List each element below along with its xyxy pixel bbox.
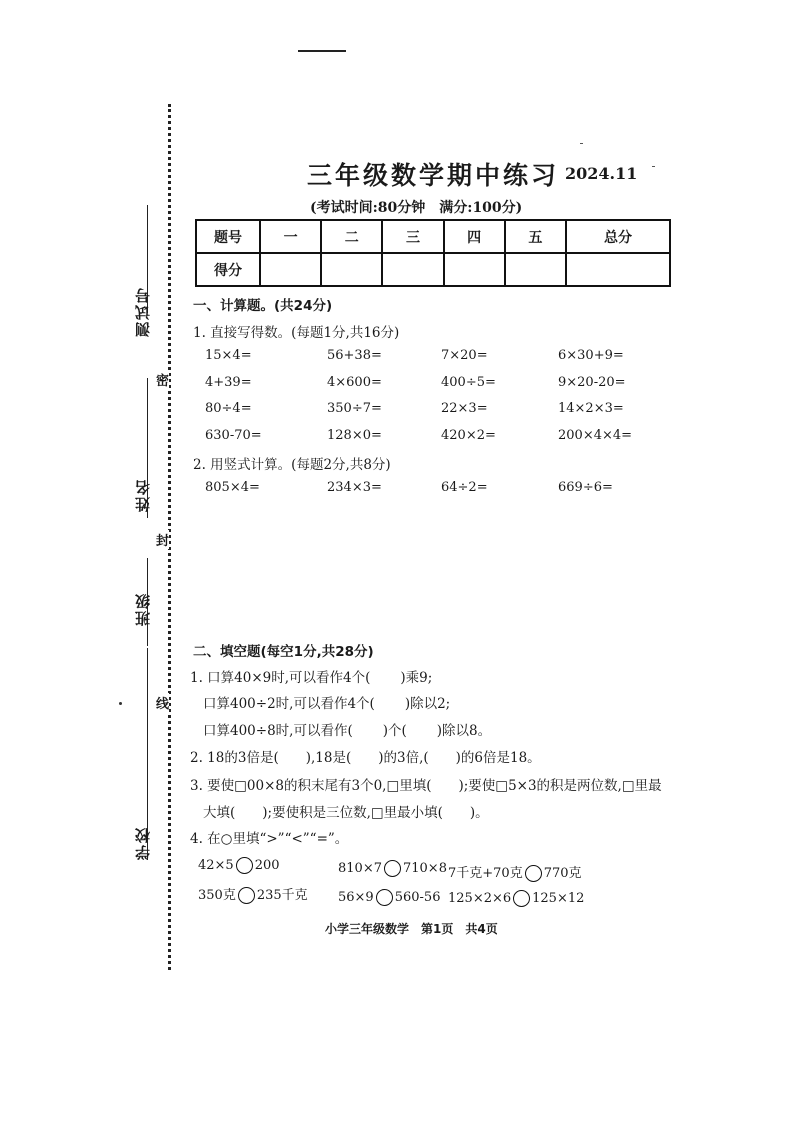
section2-heading: 二、填空题(每空1分,共28分): [193, 644, 374, 660]
score-cell[interactable]: [444, 253, 505, 286]
scan-speck: [119, 702, 122, 705]
score-table-col: 五: [505, 220, 566, 253]
vertical-calc-item: 805×4=: [205, 480, 260, 495]
compare-left: 42×5: [198, 858, 234, 873]
seal-char-xian: 线: [156, 693, 169, 712]
scan-mark: [652, 166, 655, 167]
calc-item: 9×20-20=: [558, 375, 626, 390]
calc-item: 56+38=: [327, 348, 382, 363]
compare-left: 7千克+70克: [448, 866, 523, 881]
fill-q1-text: )个(: [382, 723, 407, 739]
calc-item: 4×600=: [327, 375, 382, 390]
score-table-col: 一: [260, 220, 321, 253]
compare-circle[interactable]: [384, 860, 401, 877]
score-table-score-row: [196, 253, 670, 286]
fill-q1-text: )除以8。: [436, 723, 492, 739]
fill-q1-text: )除以2;: [404, 696, 451, 712]
fill-q3-line1: 3. 要使□00×8的积末尾有3个0,□里填( );要使□5×3的积是两位数,□里最: [190, 778, 662, 794]
calc-item: 15×4=: [205, 348, 252, 363]
section1-q1-heading: 1. 直接写得数。(每题1分,共16分): [193, 325, 400, 341]
compare-circle[interactable]: [376, 889, 393, 906]
calc-item: 7×20=: [441, 348, 488, 363]
score-cell-total[interactable]: [566, 253, 670, 286]
compare-item: [448, 862, 582, 882]
calc-item: 420×2=: [441, 428, 496, 443]
fill-q3-line2: 大填( );要使积是三位数,□里最小填( )。: [203, 805, 489, 821]
seal-char-mi: 密: [156, 370, 169, 389]
fill-q1-line3: [203, 719, 491, 739]
name-label: 姓名: [134, 478, 152, 512]
fill-q1-text: 口算400÷2时,可以看作4个(: [203, 696, 375, 712]
compare-right: 125×12: [532, 891, 585, 906]
score-table-header-row: [196, 220, 670, 253]
fill-q1-line2: [203, 692, 450, 712]
score-table-col: 四: [444, 220, 505, 253]
vertical-calc-item: 669÷6=: [558, 480, 613, 495]
answer-blank[interactable]: [353, 723, 383, 735]
vertical-calc-item: 234×3=: [327, 480, 382, 495]
score-table-score-label: 得分: [196, 253, 260, 286]
vertical-calc-item: 64÷2=: [441, 480, 488, 495]
compare-circle[interactable]: [513, 890, 530, 907]
calc-item: 22×3=: [441, 401, 488, 416]
compare-circle[interactable]: [236, 857, 253, 874]
exam-info: (考试时间:80分钟 满分:100分): [310, 200, 523, 216]
calc-item: 14×2×3=: [558, 401, 624, 416]
compare-right: 235千克: [256, 888, 308, 903]
compare-left: 125×2×6: [448, 891, 512, 906]
calc-item: 80÷4=: [205, 401, 252, 416]
answer-blank[interactable]: [407, 723, 437, 735]
compare-item: [198, 857, 280, 874]
class-label: 班级: [134, 592, 152, 626]
score-cell[interactable]: [505, 253, 566, 286]
fill-q1-line1: [190, 666, 432, 686]
score-table-col-total: 总分: [566, 220, 670, 253]
exam-no-label: 测试号: [134, 286, 152, 337]
answer-blank[interactable]: [375, 696, 405, 708]
seal-char-feng: 封: [156, 530, 169, 549]
fill-q1-text: )乘9;: [400, 670, 433, 686]
score-table: [195, 219, 671, 287]
page-title: 三年级数学期中练习: [307, 161, 560, 190]
calc-item: 630-70=: [205, 428, 262, 443]
title-date: 2024.11: [565, 164, 638, 183]
scan-mark: [580, 143, 583, 144]
section1-heading: 一、计算题。(共24分): [193, 298, 333, 314]
compare-circle[interactable]: [525, 865, 542, 882]
calc-item: 400÷5=: [441, 375, 496, 390]
compare-circle[interactable]: [238, 887, 255, 904]
compare-item: [198, 884, 308, 904]
compare-right: 770克: [543, 866, 582, 881]
fill-q1-text: 口算400÷8时,可以看作(: [203, 723, 353, 739]
fill-q1-text: 1. 口算40×9时,可以看作4个(: [190, 670, 371, 686]
compare-right: 200: [254, 858, 280, 873]
compare-item: [338, 860, 447, 877]
top-rule: [298, 50, 346, 52]
score-cell[interactable]: [382, 253, 443, 286]
fill-q2: 2. 18的3倍是( ),18是( )的3倍,( )的6倍是18。: [190, 750, 541, 766]
score-table-col: 二: [321, 220, 382, 253]
score-cell[interactable]: [321, 253, 382, 286]
compare-right: 560-56: [394, 890, 441, 905]
compare-item: [448, 890, 584, 907]
compare-left: 56×9: [338, 890, 374, 905]
calc-item: 128×0=: [327, 428, 382, 443]
fill-q4-heading: 4. 在○里填“>”“<”“=”。: [190, 831, 349, 847]
calc-item: 200×4×4=: [558, 428, 633, 443]
school-label: 学校: [134, 826, 152, 860]
answer-blank[interactable]: [370, 670, 400, 682]
compare-item: [338, 889, 440, 906]
score-table-header-label: 题号: [196, 220, 260, 253]
page-footer: 小学三年级数学 第1页 共4页: [325, 922, 498, 936]
calc-item: 350÷7=: [327, 401, 382, 416]
compare-left: 350克: [198, 888, 236, 903]
calc-item: 4+39=: [205, 375, 252, 390]
calc-item: 6×30+9=: [558, 348, 624, 363]
section1-q2-heading: 2. 用竖式计算。(每题2分,共8分): [193, 457, 391, 473]
score-table-col: 三: [382, 220, 443, 253]
compare-left: 810×7: [338, 861, 382, 876]
compare-right: 710×8: [402, 861, 447, 876]
score-cell[interactable]: [260, 253, 321, 286]
